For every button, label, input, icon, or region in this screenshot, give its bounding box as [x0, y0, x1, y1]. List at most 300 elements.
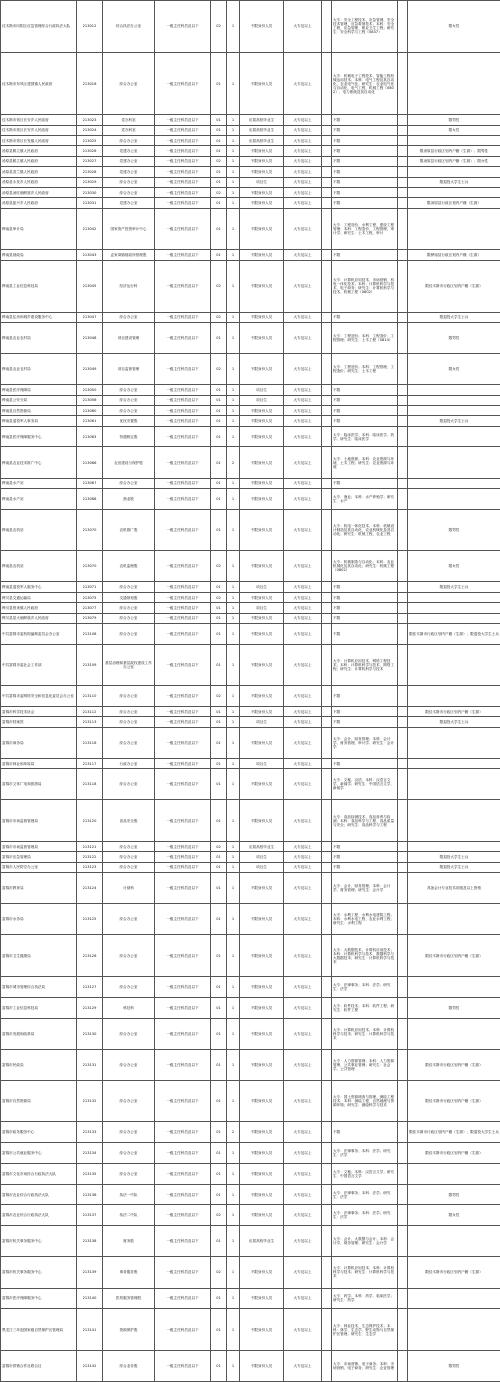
exam-type-cell: 01 [211, 758, 227, 768]
education-cell: 大专及以上 [284, 509, 322, 551]
code-cell: 213133 [77, 1122, 103, 1143]
unit-cell: 富锦市民政局 [1, 1049, 77, 1080]
degree-cell [322, 146, 332, 156]
unit-cell: 黑龙江三环泡国家级自然保护区管理局 [1, 1309, 77, 1351]
education-cell: 大专及以上 [284, 312, 322, 322]
level-cell: 一级主任科员及以下 [155, 603, 211, 613]
level-cell: 一级主任科员及以下 [155, 686, 211, 707]
remark-cell: 限男性 [408, 509, 500, 551]
level-cell: 一级主任科员及以下 [155, 509, 211, 551]
table-row [1, 769, 500, 800]
unit-cell: 富锦市文化市场综合行政执法大队 [1, 1163, 77, 1184]
position-cell: 综合办公室 [103, 136, 155, 146]
table-row [1, 167, 500, 177]
remark-cell: 限佳木斯市行政区划内户籍（生源） [408, 1143, 500, 1164]
major-cell: 不限 [332, 707, 398, 717]
level-cell: 一级主任科员及以下 [155, 623, 211, 644]
level-cell: 一级主任科员及以下 [155, 644, 211, 686]
target-cell: 应届高校毕业生 [240, 842, 284, 852]
position-cell: 财务股 [103, 1226, 155, 1257]
remark-cell [408, 136, 500, 146]
exam-type-cell: 01 [211, 977, 227, 998]
count-cell: 1 [227, 686, 240, 707]
major-cell: 大专：文秘；本科：汉语言文学；研究生：中国语言文学 [332, 1163, 398, 1184]
education-cell: 大专及以上 [284, 322, 322, 353]
table-row [1, 208, 500, 250]
education-cell: 大专及以上 [284, 115, 322, 125]
position-cell: 综合办公室 [103, 904, 155, 935]
other-cell [398, 769, 408, 800]
other-cell [398, 1122, 408, 1143]
count-cell: 1 [227, 603, 240, 613]
exam-type-cell: 01 [211, 52, 227, 114]
unit-cell: 汤原县振兴乡人民政府 [1, 198, 77, 208]
exam-type-cell: 01 [211, 717, 227, 727]
major-cell: 不限 [332, 852, 398, 862]
other-cell [398, 167, 408, 177]
position-cell: 科技科 [103, 997, 155, 1018]
table-row [1, 997, 500, 1018]
target-cell: 不限身份人员 [240, 551, 284, 582]
target-cell: 项目生 [240, 603, 284, 613]
position-cell: 综合办公室 [103, 1143, 155, 1164]
code-cell: 213134 [77, 1143, 103, 1164]
position-cell: 交通规划股 [103, 592, 155, 602]
code-cell: 213142 [77, 1350, 103, 1381]
remark-cell [408, 644, 500, 686]
major-cell: 大专：工程造价；本科：工程造价、工程管理；研究生：土木工程（0814） [332, 322, 398, 353]
remark-cell [408, 1226, 500, 1257]
level-cell: 一级主任科员及以下 [155, 136, 211, 146]
code-cell: 213136 [77, 1184, 103, 1205]
code-cell: 213131 [77, 1049, 103, 1080]
other-cell [398, 644, 408, 686]
unit-cell: 桦南县工业信息科技局 [1, 260, 77, 312]
table-row [1, 146, 500, 156]
code-cell: 213060 [77, 405, 103, 415]
degree-cell [322, 623, 332, 644]
education-cell: 大专及以上 [284, 769, 322, 800]
other-cell [398, 977, 408, 998]
other-cell [398, 862, 408, 872]
remark-cell [408, 1018, 500, 1049]
position-cell: 执法二中队 [103, 1205, 155, 1226]
education-cell: 大专及以上 [284, 862, 322, 872]
code-cell: 213118 [77, 769, 103, 800]
exam-type-cell: 02 [211, 1205, 227, 1226]
level-cell: 一级主任科员及以下 [155, 1226, 211, 1257]
degree-cell [322, 1, 332, 53]
major-cell: 不限 [332, 125, 398, 135]
other-cell [398, 852, 408, 862]
education-cell: 大专及以上 [284, 156, 322, 166]
count-cell: 1 [227, 260, 240, 312]
degree-cell [322, 187, 332, 197]
remark-cell: 限佳木斯市行政区划内户籍（生源） [408, 260, 500, 312]
degree-cell [322, 405, 332, 415]
degree-cell [322, 904, 332, 935]
other-cell [398, 582, 408, 592]
remark-cell: 限退役大学生士兵 [408, 862, 500, 872]
remark-cell [408, 447, 500, 478]
count-cell: 1 [227, 395, 240, 405]
unit-cell: 富锦市文体广电和旅游局 [1, 769, 77, 800]
table-row [1, 852, 500, 862]
unit-cell: 桦南县审计局 [1, 208, 77, 250]
code-cell: 213135 [77, 1163, 103, 1184]
education-cell: 大专及以上 [284, 478, 322, 488]
other-cell [398, 1163, 408, 1184]
education-cell: 大专及以上 [284, 623, 322, 644]
education-cell: 大专及以上 [284, 551, 322, 582]
count-cell: 1 [227, 592, 240, 602]
level-cell: 一级主任科员及以下 [155, 613, 211, 623]
major-cell: 不限 [332, 613, 398, 623]
code-cell: 213027 [77, 156, 103, 166]
other-cell [398, 198, 408, 208]
education-cell: 大专及以上 [284, 842, 322, 852]
level-cell: 一级主任科员及以下 [155, 551, 211, 582]
other-cell [398, 322, 408, 353]
code-cell: 213108 [77, 623, 103, 644]
exam-type-cell: 01 [211, 322, 227, 353]
degree-cell [322, 1288, 332, 1309]
degree-cell [322, 1080, 332, 1122]
exam-type-cell: 01 [211, 1226, 227, 1257]
degree-cell [322, 1184, 332, 1205]
degree-cell [322, 1143, 332, 1164]
level-cell: 一级主任科员及以下 [155, 115, 211, 125]
degree-cell [322, 862, 332, 872]
degree-cell [322, 354, 332, 385]
remark-cell [408, 478, 500, 488]
table-row [1, 977, 500, 998]
target-cell: 不限身份人员 [240, 623, 284, 644]
exam-type-cell: 01 [211, 1309, 227, 1351]
degree-cell [322, 198, 332, 208]
count-cell: 1 [227, 1257, 240, 1288]
degree-cell [322, 613, 332, 623]
education-cell: 大专及以上 [284, 707, 322, 717]
position-cell: 综合办公室 [103, 177, 155, 187]
table-row [1, 582, 500, 592]
target-cell: 不限身份人员 [240, 489, 284, 510]
exam-type-cell: 02 [211, 1257, 227, 1288]
other-cell [398, 592, 408, 602]
education-cell: 大专及以上 [284, 1257, 322, 1288]
code-cell: 213024 [77, 125, 103, 135]
other-cell [398, 1049, 408, 1080]
exam-type-cell: 01 [211, 603, 227, 613]
table-row [1, 312, 500, 322]
table-row [1, 862, 500, 872]
target-cell: 项目生 [240, 862, 284, 872]
position-cell: 优抚安置股 [103, 416, 155, 426]
target-cell: 不限身份人员 [240, 1049, 284, 1080]
count-cell: 1 [227, 52, 240, 114]
education-cell: 大专及以上 [284, 873, 322, 904]
other-cell [398, 1205, 408, 1226]
remark-cell: 限退役大学生士兵 [408, 177, 500, 187]
degree-cell [322, 509, 332, 551]
other-cell [398, 623, 408, 644]
exam-type-cell: 01 [211, 208, 227, 250]
exam-type-cell: 02 [211, 1, 227, 53]
count-cell: 1 [227, 717, 240, 727]
unit-cell: 中共富锦市委机构编制委员会办公室 [1, 623, 77, 644]
target-cell: 不限身份人员 [240, 800, 284, 842]
count-cell: 1 [227, 478, 240, 488]
table-row [1, 935, 500, 977]
table-row [1, 177, 500, 187]
table-row [1, 623, 500, 644]
target-cell: 不限身份人员 [240, 509, 284, 551]
code-cell: 213028 [77, 167, 103, 177]
count-cell: 1 [227, 187, 240, 197]
count-cell: 1 [227, 800, 240, 842]
other-cell [398, 489, 408, 510]
count-cell: 1 [227, 322, 240, 353]
target-cell: 项目生 [240, 582, 284, 592]
table-row [1, 1122, 500, 1143]
degree-cell [322, 156, 332, 166]
code-cell: 213123 [77, 862, 103, 872]
level-cell: 一级主任科员及以下 [155, 1018, 211, 1049]
code-cell: 213139 [77, 1257, 103, 1288]
degree-cell [322, 873, 332, 904]
major-cell: 大专：计算机应用技术、市场营销、机电一体化技术；本科：计算机科学与技术、电子商务；研究生：计算机科学与技术、机械工程（0802） [332, 260, 398, 312]
major-cell: 大专：机械电子工程技术、智能工程机械运用技术；本科：电气工程及其自动化、农业电气化；研究生：农业电气化与自动化、电气工程、机械工程（0802）、电力系统及其自动化 [332, 52, 398, 114]
level-cell: 一级主任科员及以下 [155, 769, 211, 800]
target-cell: 不限身份人员 [240, 727, 284, 758]
remark-cell [408, 426, 500, 447]
major-cell: 不限 [332, 405, 398, 415]
level-cell: 一级主任科员及以下 [155, 250, 211, 260]
position-cell: 农机推广股 [103, 509, 155, 551]
position-cell: 综合办公室 [103, 852, 155, 862]
major-cell: 不限 [332, 136, 398, 146]
target-cell: 不限身份人员 [240, 592, 284, 602]
major-cell: 大专：国土资源调查与管理、测绘工程技术；本科：测绘工程、自然地理与资源环境；研究生：测绘科学与技术 [332, 1080, 398, 1122]
exam-type-cell: 02 [211, 842, 227, 852]
count-cell: 1 [227, 156, 240, 166]
major-cell: 不限 [332, 758, 398, 768]
exam-type-cell: 01 [211, 509, 227, 551]
target-cell: 不限身份人员 [240, 707, 284, 717]
code-cell: 213127 [77, 977, 103, 998]
other-cell [398, 52, 408, 114]
degree-cell [322, 935, 332, 977]
level-cell: 一级主任科员及以下 [155, 1288, 211, 1309]
other-cell [398, 997, 408, 1018]
table-row [1, 405, 500, 415]
position-cell: 综合办公室 [103, 478, 155, 488]
count-cell: 1 [227, 758, 240, 768]
degree-cell [322, 603, 332, 613]
exam-type-cell: 01 [211, 115, 227, 125]
code-cell: 213137 [77, 1205, 103, 1226]
major-cell: 大专：会计、财务管理；本科：会计学、财务管理、审计学；研究生：会计学 [332, 727, 398, 758]
code-cell: 213124 [77, 873, 103, 904]
count-cell: 1 [227, 852, 240, 862]
unit-cell: 桦南县农业农村局 [1, 354, 77, 385]
table-row [1, 1163, 500, 1184]
level-cell: 一级主任科员及以下 [155, 447, 211, 478]
degree-cell [322, 852, 332, 862]
unit-cell: 汤原县永发乡人民政府 [1, 177, 77, 187]
table-row [1, 52, 500, 114]
count-cell: 1 [227, 1163, 240, 1184]
position-cell: 党建办公室 [103, 156, 155, 166]
remark-cell [408, 395, 500, 405]
major-cell: 不限 [332, 312, 398, 322]
target-cell: 不限身份人员 [240, 405, 284, 415]
code-cell: 213075 [77, 592, 103, 602]
position-cell: 资源保护股 [103, 1309, 155, 1351]
exam-type-cell: 01 [211, 644, 227, 686]
major-cell: 大专：法律事务；本科：法学；研究生：法学 [332, 1184, 398, 1205]
target-cell: 不限身份人员 [240, 167, 284, 177]
education-cell: 大专及以上 [284, 1350, 322, 1381]
level-cell: 一级主任科员及以下 [155, 489, 211, 510]
unit-cell: 佳木斯市向阳区应急管理综合行政执法大队 [1, 1, 77, 53]
major-cell: 不限 [332, 167, 398, 177]
count-cell: 1 [227, 405, 240, 415]
count-cell: 1 [227, 582, 240, 592]
education-cell: 大专及以上 [284, 613, 322, 623]
unit-cell: 富锦市城市管理综合执法局 [1, 977, 77, 998]
count-cell: 1 [227, 997, 240, 1018]
exam-type-cell: 01 [211, 800, 227, 842]
table-row [1, 136, 500, 146]
major-cell: 不限 [332, 1122, 398, 1143]
table-row [1, 1350, 500, 1381]
unit-cell: 富锦市供销合作社联合社 [1, 1350, 77, 1381]
major-cell: 大专：计算机应用技术；本科：计算机科学与技术；研究生：计算机科学与技术 [332, 1018, 398, 1049]
unit-cell: 富锦市公共就业服务中心 [1, 1143, 77, 1164]
degree-cell [322, 1205, 332, 1226]
other-cell [398, 478, 408, 488]
position-cell: 综合办公室 [103, 405, 155, 415]
count-cell: 1 [227, 198, 240, 208]
code-cell: 213070 [77, 509, 103, 551]
unit-cell: 桦南县医疗保障服务中心 [1, 426, 77, 447]
table-row [1, 1226, 500, 1257]
code-cell: 213120 [77, 800, 103, 842]
other-cell [398, 686, 408, 707]
degree-cell [322, 426, 332, 447]
remark-cell [408, 800, 500, 842]
table-row [1, 1143, 500, 1164]
unit-cell: 富锦市工业信息科技局 [1, 997, 77, 1018]
education-cell: 大专及以上 [284, 644, 322, 686]
degree-cell [322, 758, 332, 768]
table-row [1, 758, 500, 768]
position-cell: 综合办公室 [103, 613, 155, 623]
target-cell: 不限身份人员 [240, 613, 284, 623]
count-cell: 1 [227, 842, 240, 852]
level-cell: 一级主任科员及以下 [155, 322, 211, 353]
target-cell: 不限身份人员 [240, 1143, 284, 1164]
position-cell: 党办科室 [103, 115, 155, 125]
unit-cell: 桦南县退役军人服务中心 [1, 582, 77, 592]
remark-cell: 限佳木斯市行政区划内户籍（生源）；限退役大学生士兵 [408, 623, 500, 644]
table-row [1, 125, 500, 135]
other-cell [398, 447, 408, 478]
target-cell: 不限身份人员 [240, 1288, 284, 1309]
position-cell: 综合办公室 [103, 395, 155, 405]
code-cell: 213141 [77, 1309, 103, 1351]
exam-type-cell: 01 [211, 447, 227, 478]
target-cell: 应届高校毕业生 [240, 115, 284, 125]
major-cell: 不限 [332, 478, 398, 488]
education-cell: 大专及以上 [284, 198, 322, 208]
other-cell [398, 1080, 408, 1122]
education-cell: 大专及以上 [284, 1205, 322, 1226]
target-cell: 不限身份人员 [240, 1184, 284, 1205]
count-cell: 1 [227, 862, 240, 872]
major-cell: 不限 [332, 250, 398, 260]
major-cell: 大专：机电一体化技术；本科：机械设计制造及其自动化、农业机械化及其自动化；研究生：机械工程、农业工程 [332, 509, 398, 551]
table-row [1, 1309, 500, 1351]
level-cell: 一级主任科员及以下 [155, 1350, 211, 1381]
remark-cell: 限男性 [408, 1184, 500, 1205]
target-cell: 项目生 [240, 758, 284, 768]
remark-cell [408, 603, 500, 613]
remark-cell: 限男性 [408, 322, 500, 353]
exam-type-cell: 01 [211, 136, 227, 146]
remark-cell [408, 769, 500, 800]
level-cell: 一级主任科员及以下 [155, 1, 211, 53]
level-cell: 一级主任科员及以下 [155, 208, 211, 250]
exam-type-cell: 01 [211, 1018, 227, 1049]
level-cell: 一级主任科员及以下 [155, 873, 211, 904]
level-cell: 一级主任科员及以下 [155, 1205, 211, 1226]
other-cell [398, 603, 408, 613]
table-row [1, 592, 500, 602]
education-cell: 大专及以上 [284, 1143, 322, 1164]
remark-cell [408, 167, 500, 177]
position-cell: 综合业务股 [103, 1350, 155, 1381]
table-row [1, 1288, 500, 1309]
exam-type-cell: 01 [211, 1288, 227, 1309]
position-cell: 综合办公室 [103, 1163, 155, 1184]
major-cell: 不限 [332, 717, 398, 727]
target-cell: 不限身份人员 [240, 997, 284, 1018]
position-cell: 党建办公室 [103, 198, 155, 208]
exam-type-cell: 01 [211, 385, 227, 395]
unit-cell: 富锦市教育局 [1, 873, 77, 904]
remark-cell [408, 686, 500, 707]
position-cell: 国家资产投资审计中心 [103, 208, 155, 250]
education-cell: 大专及以上 [284, 208, 322, 250]
education-cell: 大专及以上 [284, 447, 322, 478]
position-cell: 孟家岗镇财政所管理股 [103, 250, 155, 260]
table-row [1, 447, 500, 478]
other-cell [398, 935, 408, 977]
remark-cell: 限退役大学生士兵 [408, 852, 500, 862]
education-cell: 大专及以上 [284, 489, 322, 510]
exam-type-cell: 01 [211, 125, 227, 135]
major-cell: 不限 [332, 385, 398, 395]
degree-cell [322, 1163, 332, 1184]
remark-cell [408, 187, 500, 197]
table-row [1, 187, 500, 197]
exam-type-cell: 01 [211, 623, 227, 644]
code-cell: 213030 [77, 187, 103, 197]
position-cell: 党建办公室 [103, 146, 155, 156]
level-cell: 一级主任科员及以下 [155, 1080, 211, 1122]
